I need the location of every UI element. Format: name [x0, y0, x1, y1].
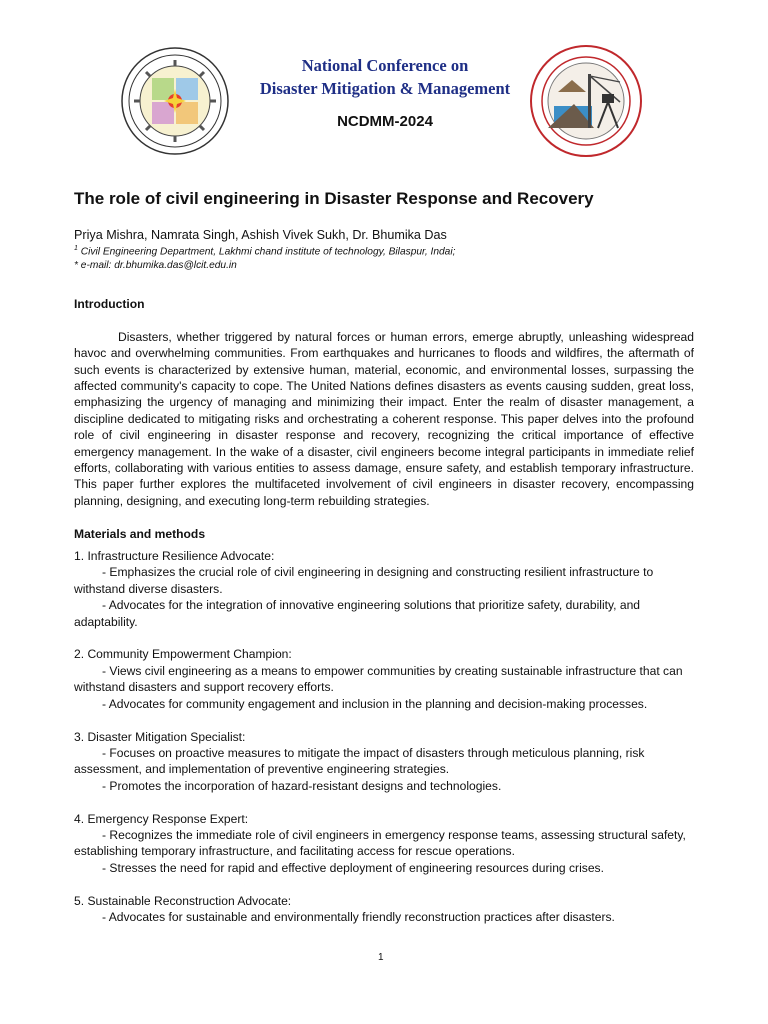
method-item-title: 1. Infrastructure Resilience Advocate: — [74, 549, 275, 564]
method-item-point: - Emphasizes the crucial role of civil engineering in designing and constructing resilient infrastructure to withstand diverse disasters. — [74, 565, 654, 596]
method-item-point: - Advocates for community engagement and inclusion in the planning and decision-making processes. — [102, 696, 648, 711]
paper-title: The role of civil engineering in Disaster Response and Recovery — [74, 189, 594, 208]
method-item-point: - Recognizes the immediate role of civil engineers in emergency response teams, assessing structural safety, establishing temporary infrastructure, and facilitating access for rescue operations. — [74, 827, 686, 859]
author-list: Priya Mishra, Namrata Singh, Ashish Vivek Sukh, Dr. Bhumika Das — [74, 228, 447, 242]
affiliation — [74, 245, 455, 257]
nit-raipur-seal-logo — [116, 46, 234, 156]
conference-code: NCDMM-2024 — [337, 113, 433, 130]
corresponding-email: * e-mail: dr.bhumika.das@lcit.edu.in — [74, 260, 237, 271]
method-item-title: 4. Emergency Response Expert: — [74, 811, 249, 826]
method-item-point: - Advocates for the integration of innovative engineering solutions that prioritize safety, durability, and adaptability. — [74, 598, 641, 629]
introduction-heading: Introduction — [74, 297, 145, 311]
method-item-point: - Stresses the need for rapid and effective deployment of engineering resources during crises. — [102, 860, 604, 875]
page-number: 1 — [378, 952, 384, 963]
affiliation-text: Civil Engineering Department, Lakhmi chand institute of technology, Bilaspur, Indai; — [80, 246, 456, 258]
method-item-point: - Promotes the incorporation of hazard-resistant designs and technologies. — [102, 778, 502, 793]
method-item-point: - Focuses on proactive measures to mitigate the impact of disasters through meticulous planning, risk assessment, and implementation of preventive engineering strategies. — [74, 745, 645, 777]
paper-body — [74, 296, 694, 925]
conference-title-line2: Disaster Mitigation & Management — [259, 79, 511, 98]
affiliation-mark: 1 — [74, 245, 78, 252]
conference-title-line1: National Conference on — [301, 56, 469, 75]
civil-engineering-dept-seal-logo — [528, 44, 644, 158]
method-item-point: - Advocates for sustainable and environmentally friendly reconstruction practices after disasters. — [102, 909, 615, 924]
method-item-title: 5. Sustainable Reconstruction Advocate: — [74, 893, 292, 908]
methods-heading: Materials and methods — [74, 526, 206, 541]
introduction-paragraph: Disasters, whether triggered by natural forces or human errors, emerge abruptly, unleashing widespread havoc and overwhelming communities. From earthquakes and hurricanes to floods and wildfires, the aftermath of such events is characterized by extensive human, material, economic, and environmental losses, surpassing the affected community's capacity to cope. The United Nations defines disasters as events causing sudden, great loss, emphasizing the urgency of managing and minimizing their impact. Enter the realm of disaster management, a discipline dedicated to mitigating risks and orchestrating a coherent response. This paper delves into the profound role of civil engineering in disaster response and recovery, recognizing the critical importance of effective emergency management. In the wake of a disaster, civil engineers become integral participants in immediate relief efforts, collaborating with various entities to assess damage, ensure safety, and establish temporary infrastructure. This paper further explores the multifaceted involvement of civil engineers in disaster recovery, encompassing planning, designing, and executing long-term rebuilding strategies. — [74, 329, 694, 508]
method-item-title: 2. Community Empowerment Champion: — [74, 647, 292, 662]
method-item-point: - Views civil engineering as a means to empower communities by creating sustainable infrastructure that can withstand disasters and support recovery efforts. — [74, 663, 683, 695]
method-item-title: 3. Disaster Mitigation Specialist: — [74, 729, 246, 744]
